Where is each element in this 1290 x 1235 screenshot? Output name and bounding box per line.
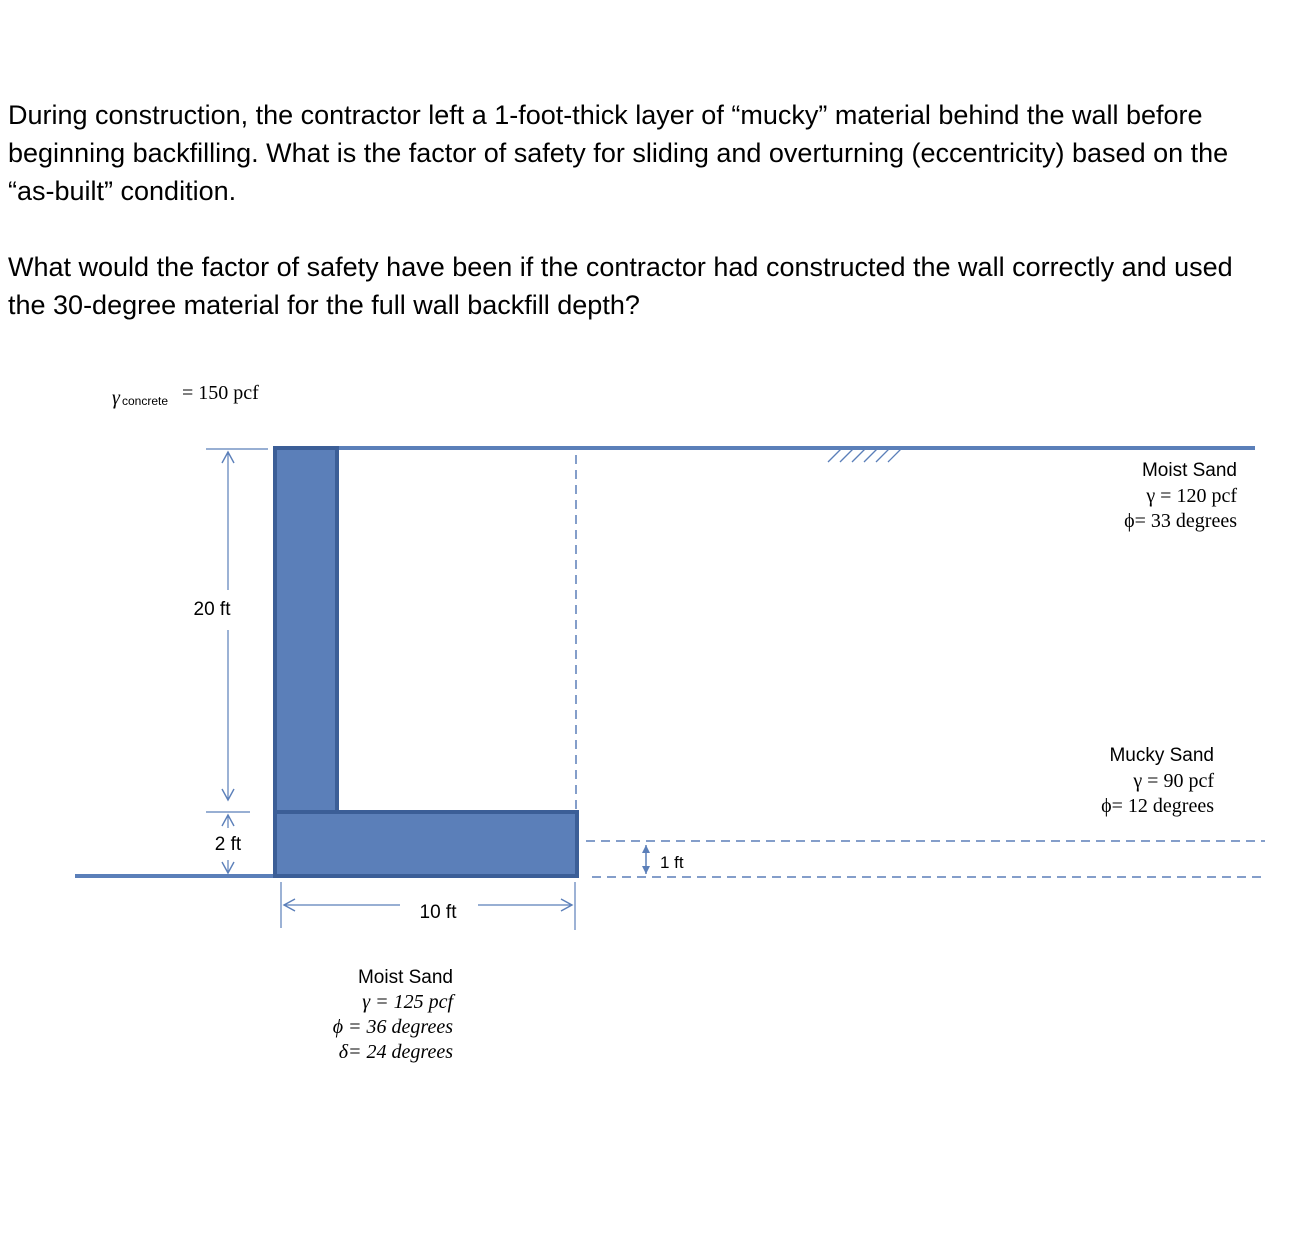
mucky-unit-weight: γ = 90 pcf: [1133, 770, 1214, 792]
mucky-thickness-label: 1 ft: [660, 853, 684, 872]
wall-footing: [275, 812, 577, 876]
stem-height-label: 20 ft: [193, 599, 231, 620]
backfill-friction-angle: ϕ= 33 degrees: [1124, 510, 1237, 532]
concrete-gamma-subscript: concrete: [122, 394, 169, 408]
backfill-soil-name: Moist Sand: [1141, 460, 1237, 481]
backfill-unit-weight: γ = 120 pcf: [1146, 485, 1237, 507]
question-paragraph-2: What would the factor of safety have been if the contractor had constructed the wall correctly and used the 30-degree material for the full wall backfill depth?: [8, 252, 1233, 320]
concrete-unit-weight: = 150 pcf: [182, 382, 259, 404]
ground-hatch-marks: [828, 448, 902, 462]
foundation-soil-name: Moist Sand: [357, 967, 453, 988]
wall-stem: [275, 448, 337, 812]
question-paragraph-1: During construction, the contractor left a 1-foot-thick layer of “mucky” material behind the wall before beginning backfilling. What is the factor of safety for sliding and overturning (eccentricity) based on the “as-built” condition.: [8, 100, 1229, 206]
foundation-wall-friction-angle: δ= 24 degrees: [338, 1041, 453, 1063]
mucky-soil-name: Mucky Sand: [1109, 745, 1214, 766]
base-width-label: 10 ft: [419, 902, 457, 923]
mucky-friction-angle: ϕ= 12 degrees: [1101, 795, 1214, 817]
foundation-unit-weight: γ = 125 pcf: [362, 991, 453, 1013]
concrete-gamma-symbol: γ: [112, 387, 120, 409]
footing-thickness-label: 2 ft: [214, 834, 242, 855]
foundation-friction-angle: ϕ = 36 degrees: [332, 1016, 453, 1038]
